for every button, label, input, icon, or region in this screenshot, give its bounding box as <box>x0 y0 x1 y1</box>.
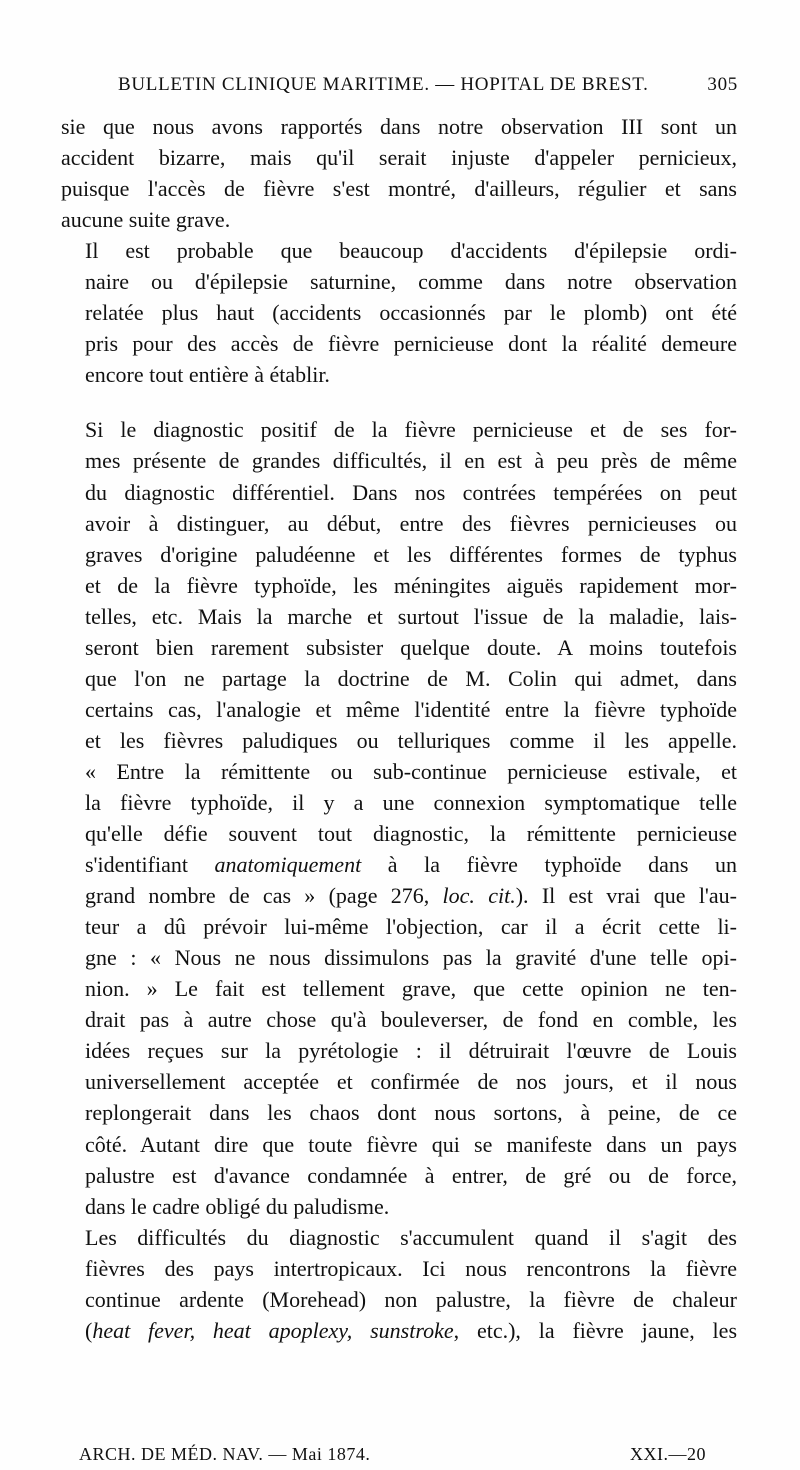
text-line: telles, etc. Mais la marche et surtout l'issue de la maladie, lais- <box>85 603 737 629</box>
text-fragment: s'identifiant <box>85 852 215 878</box>
text-line: « Entre la rémittente ou sub-continue pernicieuse estivale, et <box>85 758 737 784</box>
running-head <box>118 70 738 100</box>
text-line: la fièvre typhoïde, il y a une connexion symptomatique telle <box>85 789 737 815</box>
text-line: certains cas, l'analogie et même l'identité entre la fièvre typhoïde <box>85 696 737 722</box>
text-line <box>61 849 737 880</box>
text-line: relatée plus haut (accidents occasionnés par le plomb) ont été <box>85 300 737 326</box>
text-line: Les difficultés du diagnostic s'accumulent quand il s'agit des <box>85 1224 737 1250</box>
text-line: accident bizarre, mais qu'il serait injuste d'appeler pernicieux, <box>61 145 737 171</box>
text-line: qu'elle défie souvent tout diagnostic, la rémittente pernicieuse <box>85 821 737 847</box>
text-line: que l'on ne partage la doctrine de M. Colin qui admet, dans <box>85 665 737 691</box>
text-line: replongerait dans les chaos dont nous sortons, à peine, de ce <box>85 1100 737 1126</box>
italic-citation: loc. cit. <box>442 883 516 909</box>
text-line: teur a dû prévoir lui-même l'objection, car il a écrit cette li- <box>85 914 737 940</box>
text-line: universellement acceptée et confirmée de nos jours, et il nous <box>85 1069 737 1095</box>
text-line: continue ardente (Morehead) non palustre, la fièvre de chaleur <box>85 1286 737 1312</box>
paragraph-1 <box>61 111 737 235</box>
paragraph-2 <box>61 235 737 390</box>
text-line: pris pour des accès de fièvre pernicieuse dont la réalité demeure <box>85 331 737 357</box>
text-line: avoir à distinguer, au début, entre des fièvres pernicieuses ou <box>85 510 737 536</box>
volume-signature: XXI.—20 <box>630 1444 706 1464</box>
paragraph-4 <box>61 1222 737 1346</box>
text-line: et de la fièvre typhoïde, les méningites aiguës rapidement mor- <box>85 572 737 598</box>
text-line: Si le diagnostic positif de la fièvre pernicieuse et de ses for- <box>85 417 737 443</box>
body-text <box>61 111 737 1346</box>
text-line: drait pas à autre chose qu'à bouleverser, de fond en comble, les <box>85 1007 737 1033</box>
text-fragment: ). Il est vrai que l'au- <box>515 883 737 909</box>
text-line <box>61 880 737 911</box>
text-line: palustre est d'avance condamnée à entrer, de gré ou de force, <box>85 1162 737 1188</box>
journal-signature: ARCH. DE MÉD. NAV. — Mai 1874. <box>79 1444 371 1464</box>
text-fragment: à la fièvre typhoïde dans un <box>361 852 737 878</box>
text-line: gne : « Nous ne nous dissimulons pas la gravité d'une telle opi- <box>85 945 737 971</box>
text-line: graves d'origine paludéenne et les différentes formes de typhus <box>85 541 737 567</box>
text-line: dans le cadre obligé du paludisme. <box>85 1193 390 1219</box>
page-number: 305 <box>707 74 738 95</box>
text-line: fièvres des pays intertropicaux. Ici nous rencontrons la fièvre <box>85 1255 737 1281</box>
text-line: encore tout entière à établir. <box>85 362 330 388</box>
text-line: sie que nous avons rapportés dans notre observation III sont un <box>61 114 737 139</box>
text-fragment: ( <box>85 1317 93 1343</box>
text-line: côté. Autant dire que toute fièvre qui se manifeste dans un pays <box>85 1131 737 1157</box>
italic-terms: heat fever, heat apoplexy, sunstroke <box>92 1317 454 1343</box>
text-line: puisque l'accès de fièvre s'est montré, d'ailleurs, régulier et sans <box>61 176 737 202</box>
italic-term: anatomiquement <box>214 852 362 878</box>
text-line: et les fièvres paludiques ou telluriques comme il les appelle. <box>85 727 737 753</box>
running-title: BULLETIN CLINIQUE MARITIME. — HOPITAL DE BREST. <box>118 74 649 95</box>
text-line: nion. » Le fait est tellement grave, que cette opinion ne ten- <box>85 976 737 1002</box>
paragraph-3 <box>61 414 737 1221</box>
text-fragment: , etc.), la fièvre jaune, les <box>453 1317 737 1343</box>
text-line: mes présente de grandes difficultés, il en est à peu près de même <box>85 448 737 474</box>
text-line <box>61 1315 737 1346</box>
text-line: idées reçues sur la pyrétologie : il détruirait l'œuvre de Louis <box>85 1038 737 1064</box>
text-line: du diagnostic différentiel. Dans nos contrées tempérées on peut <box>85 479 737 505</box>
text-line: naire ou d'épilepsie saturnine, comme dans notre observation <box>85 269 737 295</box>
text-fragment: grand nombre de cas » (page 276, <box>85 883 443 909</box>
text-line: Il est probable que beaucoup d'accidents d'épilepsie ordi- <box>85 238 737 264</box>
text-line: seront bien rarement subsister quelque doute. A moins toutefois <box>85 634 737 660</box>
text-line: aucune suite grave. <box>61 207 231 233</box>
